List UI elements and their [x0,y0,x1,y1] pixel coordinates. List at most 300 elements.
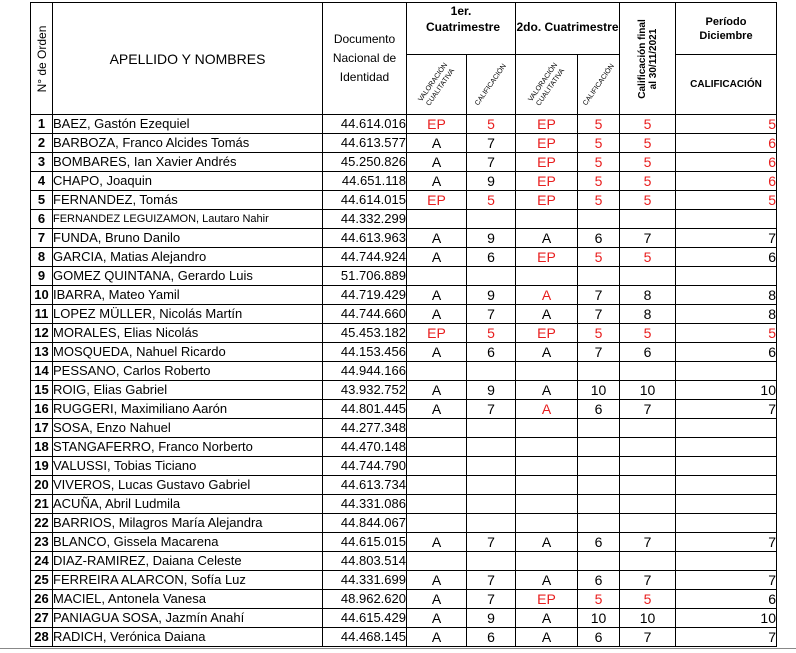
term2-valuation [516,438,578,457]
final-grade: 5 [620,172,676,191]
student-name: BARBOZA, Franco Alcides Tomás [53,134,323,153]
table-row [31,191,777,210]
student-name: DIAZ-RAMIREZ, Daiana Celeste [53,552,323,571]
document-number: 44.331.086 [323,495,407,514]
term2-score [578,476,620,495]
term2-valuation: EP [516,324,578,343]
term1-score: 9 [467,172,516,191]
document-number: 44.801.445 [323,400,407,419]
term1-score [467,438,516,457]
term2-score: 7 [578,305,620,324]
december-grade: 6 [676,153,777,172]
final-grade: 10 [620,381,676,400]
term1-score: 6 [467,248,516,267]
student-name: RADICH, Verónica Daiana [53,628,323,647]
header-first-term-label: 1er. Cuatrimestre [426,4,501,34]
student-name: GARCIA, Matias Alejandro [53,248,323,267]
december-grade [676,514,777,533]
term1-score [467,495,516,514]
term1-score [467,210,516,229]
term1-valuation: EP [407,191,467,210]
table-row [31,438,777,457]
student-name: RUGGERI, Maximiliano Aarón [53,400,323,419]
order-number: 12 [31,324,53,343]
term2-valuation: A [516,381,578,400]
header-second-term-label: 2do. Cuatrimestre [516,20,619,34]
table-row [31,628,777,647]
term2-score: 6 [578,533,620,552]
december-grade: 7 [676,400,777,419]
order-number: 23 [31,533,53,552]
term1-score: 5 [467,115,516,134]
final-grade: 5 [620,134,676,153]
term1-valuation: EP [407,324,467,343]
document-number: 44.651.118 [323,172,407,191]
term2-score: 5 [578,153,620,172]
student-name: STANGAFERRO, Franco Norberto [53,438,323,457]
order-number: 17 [31,419,53,438]
term2-score [578,362,620,381]
student-name: BLANCO, Gissela Macarena [53,533,323,552]
final-grade: 7 [620,400,676,419]
student-name: FERREIRA ALARCON, Sofía Luz [53,571,323,590]
term2-valuation: EP [516,172,578,191]
december-grade: 10 [676,609,777,628]
table-row [31,248,777,267]
order-number: 25 [31,571,53,590]
term1-valuation [407,362,467,381]
header-final-grade [620,3,676,115]
december-grade: 6 [676,343,777,362]
term1-score [467,457,516,476]
term1-valuation [407,476,467,495]
term2-valuation [516,267,578,286]
term1-valuation: A [407,628,467,647]
table-row [31,381,777,400]
order-number: 6 [31,210,53,229]
table-row [31,533,777,552]
table-row [31,305,777,324]
student-name: MOSQUEDA, Nahuel Ricardo [53,343,323,362]
header-score-1-label: CALIFICACIÓN [474,62,508,107]
order-number: 22 [31,514,53,533]
order-number: 1 [31,115,53,134]
final-grade: 5 [620,324,676,343]
table-row [31,609,777,628]
final-grade [620,438,676,457]
term1-valuation: A [407,286,467,305]
term2-valuation [516,552,578,571]
term2-score [578,457,620,476]
december-grade [676,438,777,457]
term2-valuation [516,457,578,476]
term1-valuation [407,210,467,229]
final-grade [620,419,676,438]
final-grade: 5 [620,590,676,609]
december-grade: 6 [676,134,777,153]
document-number: 44.332.299 [323,210,407,229]
table-row [31,210,777,229]
term1-valuation: A [407,229,467,248]
term1-valuation: A [407,343,467,362]
order-number: 21 [31,495,53,514]
december-grade: 5 [676,115,777,134]
document-number: 44.153.456 [323,343,407,362]
final-grade [620,362,676,381]
term1-valuation [407,438,467,457]
term2-valuation: A [516,571,578,590]
document-number: 43.932.752 [323,381,407,400]
document-number: 44.614.015 [323,191,407,210]
left-margin [0,0,30,653]
december-grade [676,267,777,286]
table-row [31,514,777,533]
term2-valuation: A [516,229,578,248]
table-row [31,400,777,419]
document-number: 44.744.924 [323,248,407,267]
term2-valuation: A [516,609,578,628]
bottom-divider [0,648,796,649]
term1-valuation: A [407,381,467,400]
document-number: 44.613.734 [323,476,407,495]
final-grade [620,552,676,571]
document-number: 44.614.016 [323,115,407,134]
term2-score: 7 [578,343,620,362]
student-name: ROIG, Elias Gabriel [53,381,323,400]
header-qual-2 [516,55,578,115]
order-number: 18 [31,438,53,457]
document-number: 44.615.015 [323,533,407,552]
term1-score: 9 [467,609,516,628]
final-grade: 7 [620,229,676,248]
december-grade: 7 [676,628,777,647]
order-number: 20 [31,476,53,495]
header-score-1 [467,55,516,115]
december-grade: 8 [676,286,777,305]
document-number: 44.615.429 [323,609,407,628]
order-number: 13 [31,343,53,362]
term2-score: 5 [578,590,620,609]
table-row [31,457,777,476]
document-number: 44.844.067 [323,514,407,533]
term1-valuation: A [407,172,467,191]
grades-body [31,115,777,647]
header-qual-1-label: VALORACIÓN CUALITATIVA [416,61,456,107]
term2-score: 6 [578,628,620,647]
term1-score [467,514,516,533]
term1-score: 7 [467,590,516,609]
term1-valuation: A [407,400,467,419]
term2-valuation [516,210,578,229]
document-number: 44.719.429 [323,286,407,305]
term1-valuation [407,495,467,514]
document-number: 44.277.348 [323,419,407,438]
term2-valuation: EP [516,134,578,153]
term2-valuation [516,495,578,514]
student-name: MORALES, Elias Nicolás [53,324,323,343]
document-number: 44.803.514 [323,552,407,571]
term2-valuation [516,362,578,381]
header-order-label: N° de Orden [34,25,49,92]
term1-score: 7 [467,134,516,153]
term2-valuation: EP [516,191,578,210]
term1-valuation [407,514,467,533]
final-grade: 7 [620,628,676,647]
final-grade: 5 [620,153,676,172]
student-name: SOSA, Enzo Nahuel [53,419,323,438]
term1-score: 7 [467,153,516,172]
order-number: 16 [31,400,53,419]
term1-valuation: A [407,609,467,628]
student-name: FUNDA, Bruno Danilo [53,229,323,248]
december-grade: 10 [676,381,777,400]
order-number: 11 [31,305,53,324]
order-number: 4 [31,172,53,191]
table-row [31,115,777,134]
table-row [31,590,777,609]
term1-valuation [407,552,467,571]
term2-score [578,495,620,514]
table-row [31,552,777,571]
final-grade: 5 [620,115,676,134]
order-number: 19 [31,457,53,476]
december-grade [676,457,777,476]
term2-valuation: A [516,400,578,419]
term1-score: 6 [467,343,516,362]
table-row [31,229,777,248]
final-grade: 7 [620,571,676,590]
december-grade: 5 [676,324,777,343]
term2-valuation [516,476,578,495]
term1-score: 9 [467,229,516,248]
table-row [31,134,777,153]
final-grade [620,210,676,229]
final-grade [620,476,676,495]
final-grade: 5 [620,248,676,267]
student-name: FERNANDEZ, Tomás [53,191,323,210]
order-number: 14 [31,362,53,381]
document-number: 44.944.166 [323,362,407,381]
term1-score [467,476,516,495]
term1-score [467,552,516,571]
student-name: CHAPO, Joaquin [53,172,323,191]
table-row [31,153,777,172]
final-grade [620,267,676,286]
term2-valuation: A [516,343,578,362]
term2-valuation: EP [516,590,578,609]
term2-score: 5 [578,172,620,191]
final-grade: 7 [620,533,676,552]
header-order [31,3,53,115]
term1-score: 5 [467,324,516,343]
final-grade: 8 [620,286,676,305]
document-number: 44.744.660 [323,305,407,324]
december-grade [676,476,777,495]
table-row [31,172,777,191]
student-name: IBARRA, Mateo Yamil [53,286,323,305]
term2-score: 5 [578,248,620,267]
student-name: BARRIOS, Milagros María Alejandra [53,514,323,533]
term1-score: 9 [467,381,516,400]
december-grade [676,419,777,438]
document-number: 44.470.148 [323,438,407,457]
term2-score [578,438,620,457]
term1-valuation: A [407,571,467,590]
final-grade: 6 [620,343,676,362]
student-name: MACIEL, Antonela Vanesa [53,590,323,609]
december-grade: 6 [676,248,777,267]
document-number: 45.250.826 [323,153,407,172]
december-grade: 6 [676,172,777,191]
term2-score: 6 [578,400,620,419]
december-grade [676,362,777,381]
document-number: 44.331.699 [323,571,407,590]
term2-score [578,267,620,286]
order-number: 8 [31,248,53,267]
term2-valuation: A [516,305,578,324]
term1-valuation: A [407,134,467,153]
order-number: 26 [31,590,53,609]
december-grade: 6 [676,590,777,609]
header-period-label: Período Diciembre [699,15,753,42]
term1-valuation [407,419,467,438]
student-name: PESSANO, Carlos Roberto [53,362,323,381]
term1-score: 5 [467,191,516,210]
document-number: 51.706.889 [323,267,407,286]
header-names: APELLIDO Y NOMBRES [53,3,323,115]
term2-valuation: A [516,628,578,647]
student-name: LOPEZ MÜLLER, Nicolás Martín [53,305,323,324]
term1-score [467,362,516,381]
table-row [31,571,777,590]
term1-score: 7 [467,305,516,324]
term1-valuation: A [407,248,467,267]
term2-valuation [516,514,578,533]
grades-table [30,2,777,647]
final-grade [620,457,676,476]
term2-score: 5 [578,191,620,210]
header-score-2-label: CALIFICACIÓN [581,62,616,107]
order-number: 3 [31,153,53,172]
term1-score: 7 [467,533,516,552]
order-number: 10 [31,286,53,305]
student-name: BOMBARES, Ian Xavier Andrés [53,153,323,172]
header-qual-1 [407,55,467,115]
term2-valuation: EP [516,115,578,134]
final-grade: 10 [620,609,676,628]
term1-valuation [407,457,467,476]
term1-score: 6 [467,628,516,647]
term2-score [578,419,620,438]
term2-score: 7 [578,286,620,305]
order-number: 15 [31,381,53,400]
term2-valuation: A [516,533,578,552]
order-number: 5 [31,191,53,210]
table-row [31,419,777,438]
term1-valuation [407,267,467,286]
term2-valuation [516,419,578,438]
december-grade: 7 [676,533,777,552]
student-name: ACUÑA, Abril Ludmila [53,495,323,514]
document-number: 45.453.182 [323,324,407,343]
header-period-grade: CALIFICACIÓN [676,55,777,115]
term1-score: 9 [467,286,516,305]
document-number: 44.744.790 [323,457,407,476]
student-name: GOMEZ QUINTANA, Gerardo Luis [53,267,323,286]
term1-score [467,267,516,286]
student-name: PANIAGUA SOSA, Jazmín Anahí [53,609,323,628]
document-number: 44.613.963 [323,229,407,248]
header-first-term [407,3,516,55]
term2-score: 6 [578,229,620,248]
header-period [676,3,777,55]
term1-score: 7 [467,400,516,419]
table-row [31,476,777,495]
document-number: 44.468.145 [323,628,407,647]
term2-score: 5 [578,324,620,343]
term1-score: 7 [467,571,516,590]
header-final-grade-label: Calificación final al 30/11/2021 [636,18,659,99]
order-number: 27 [31,609,53,628]
term1-valuation: A [407,305,467,324]
table-row [31,267,777,286]
student-name: FERNANDEZ LEGUIZAMON, Lautaro Nahir [53,210,323,229]
final-grade [620,495,676,514]
final-grade: 8 [620,305,676,324]
term2-score: 10 [578,381,620,400]
table-row [31,324,777,343]
table-row [31,362,777,381]
term1-valuation: EP [407,115,467,134]
term2-valuation: EP [516,153,578,172]
document-number: 44.613.577 [323,134,407,153]
term1-score [467,419,516,438]
december-grade: 7 [676,571,777,590]
student-name: BAEZ, Gastón Ezequiel [53,115,323,134]
term2-score [578,552,620,571]
term2-score: 6 [578,571,620,590]
term2-score [578,514,620,533]
table-row [31,495,777,514]
header-score-2 [578,55,620,115]
term2-score: 5 [578,115,620,134]
december-grade [676,552,777,571]
table-row [31,343,777,362]
december-grade: 7 [676,229,777,248]
term1-valuation: A [407,533,467,552]
term2-score: 10 [578,609,620,628]
term1-valuation: A [407,153,467,172]
december-grade [676,495,777,514]
document-number: 48.962.620 [323,590,407,609]
student-name: VIVEROS, Lucas Gustavo Gabriel [53,476,323,495]
final-grade: 5 [620,191,676,210]
term2-valuation: EP [516,248,578,267]
header-second-term [516,3,620,55]
header-document-label: Documento Nacional de Identidad [332,32,397,84]
order-number: 2 [31,134,53,153]
header-document [323,3,407,115]
term2-score [578,210,620,229]
term2-valuation: A [516,286,578,305]
order-number: 24 [31,552,53,571]
december-grade: 5 [676,191,777,210]
student-name: VALUSSI, Tobias Ticiano [53,457,323,476]
table-row [31,286,777,305]
term2-score: 5 [578,134,620,153]
december-grade [676,210,777,229]
order-number: 7 [31,229,53,248]
